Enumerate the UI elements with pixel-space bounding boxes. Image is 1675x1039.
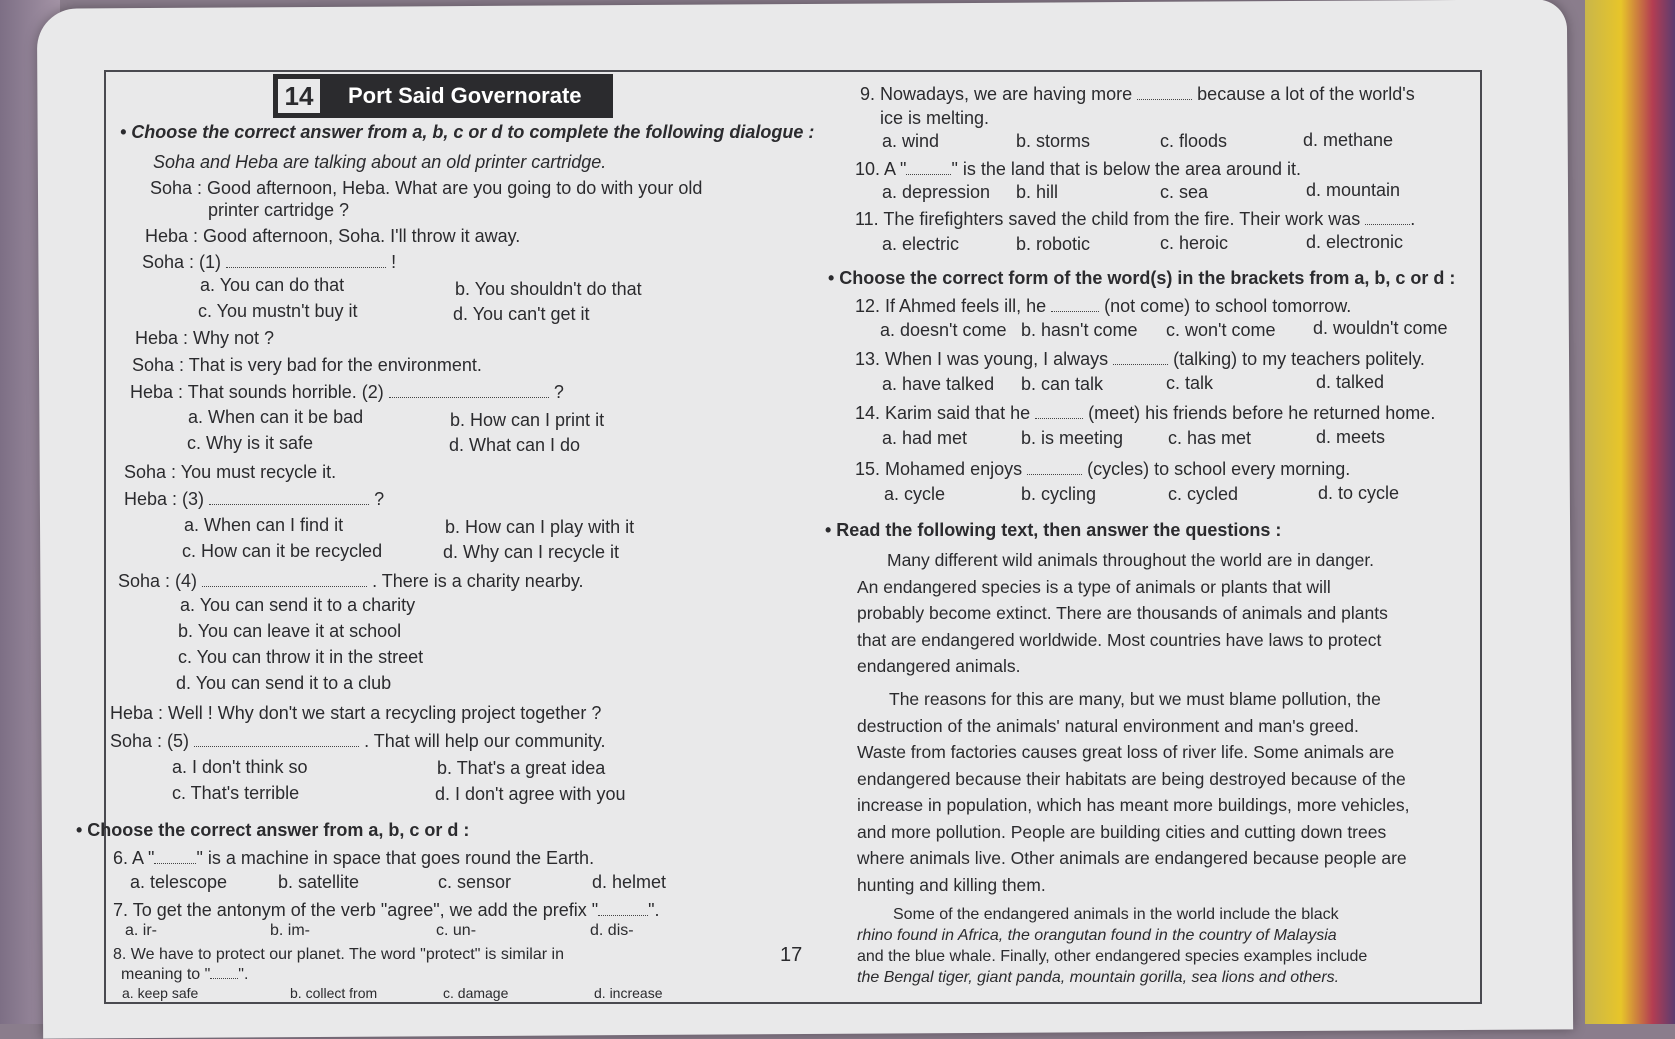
dialogue-heba-3-end: ?: [553, 382, 564, 402]
q9-option-a[interactable]: a. wind: [882, 131, 940, 151]
p2-line: The reasons for this are many, but we must blame pollution, the: [889, 689, 1381, 709]
q13-option-b[interactable]: b. can talk: [1021, 374, 1104, 394]
q11-option-d[interactable]: d. electronic: [1306, 232, 1404, 252]
p2-line: hunting and killing them.: [857, 874, 1046, 895]
q1-option-c[interactable]: c. You mustn't buy it: [198, 301, 358, 321]
dialogue-heba-1: Heba : Good afternoon, Soha. I'll throw it away.: [145, 226, 521, 246]
q9-text-a: 9. Nowadays, we are having more: [860, 84, 1133, 104]
q3-option-d[interactable]: d. Why can I recycle it: [443, 542, 620, 562]
dialogue-soha-3: Soha : That is very bad for the environment.: [132, 355, 482, 375]
q5-option-a[interactable]: a. I don't think so: [172, 757, 308, 777]
q12-option-c[interactable]: c. won't come: [1166, 320, 1276, 340]
question-9: [860, 82, 1415, 106]
question-12: [855, 294, 1351, 318]
q11-text-a: 11. The firefighters saved the child from the fire. Their work was: [855, 209, 1361, 229]
q13-option-c[interactable]: c. talk: [1166, 373, 1214, 393]
q10-text-a: 10. A ": [855, 159, 907, 179]
q7-option-a[interactable]: a. ir-: [125, 922, 157, 939]
dialogue-soha-2-text: Soha : (1): [142, 252, 222, 272]
q3-option-b[interactable]: b. How can I play with it: [445, 517, 635, 537]
dialogue-soha-2-end: !: [391, 252, 397, 272]
q12-blank[interactable]: [1051, 311, 1099, 312]
dialogue-heba-3-text: Heba : That sounds horrible. (2): [130, 382, 384, 402]
p1-line: An endangered species is a type of animals or plants that will: [857, 576, 1331, 597]
q9-text-b: because a lot of the world's: [1197, 84, 1415, 104]
q13-blank[interactable]: [1113, 364, 1168, 365]
q12-option-a[interactable]: a. doesn't come: [880, 320, 1007, 340]
q14-option-b[interactable]: b. is meeting: [1021, 428, 1124, 448]
q8-option-b[interactable]: b. collect from: [290, 985, 378, 1001]
answer-blank-2[interactable]: [389, 397, 549, 398]
q9-text-c: ice is melting.: [880, 108, 990, 128]
section2-instruction: • Choose the correct answer from a, b, c or d :: [76, 820, 470, 840]
q15-option-c[interactable]: c. cycled: [1168, 484, 1239, 504]
exam-title: Port Said Governorate: [348, 83, 582, 108]
q6-text-a: 6. A ": [113, 848, 155, 868]
p2-line: Waste from factories causes great loss of river life. Some animals are: [857, 742, 1395, 762]
q8-text-b: meaning to ": [121, 966, 211, 983]
q4-option-a[interactable]: a. You can send it to a charity: [180, 595, 416, 615]
q9-option-d[interactable]: d. methane: [1303, 130, 1394, 150]
question-14: [855, 401, 1435, 425]
q15-text-b: (cycles) to school every morning.: [1087, 459, 1351, 479]
q11-option-c[interactable]: c. heroic: [1160, 233, 1229, 253]
exam-number: 14: [278, 79, 320, 113]
question-10: [855, 157, 1301, 181]
q14-text-a: 14. Karim said that he: [855, 403, 1031, 423]
q14-option-d[interactable]: d. meets: [1316, 427, 1386, 447]
p1-line: that are endangered worldwide. Most countries have laws to protect: [857, 629, 1382, 650]
q8-option-d[interactable]: d. increase: [594, 985, 663, 1001]
q15-blank[interactable]: [1027, 474, 1082, 475]
q7-option-d[interactable]: d. dis-: [590, 922, 634, 939]
p2-line: where animals live. Other animals are endangered because people are: [857, 848, 1407, 868]
q10-option-a[interactable]: a. depression: [882, 182, 991, 202]
p1-line: endangered animals.: [857, 656, 1021, 676]
q2-option-d[interactable]: d. What can I do: [449, 435, 581, 455]
p2-line: endangered because their habitats are being destroyed because of the: [857, 768, 1406, 789]
q10-option-d[interactable]: d. mountain: [1306, 180, 1401, 200]
q13-text-a: 13. When I was young, I always: [855, 349, 1109, 369]
q6-option-d[interactable]: d. helmet: [592, 872, 667, 892]
q10-blank[interactable]: [906, 174, 951, 175]
dialogue-soha-5: [118, 569, 584, 593]
dialogue-soha-5-end: . There is a charity nearby.: [372, 571, 584, 591]
q7-option-c[interactable]: c. un-: [436, 922, 477, 939]
q8-blank[interactable]: [210, 978, 238, 979]
dialogue-soha-6: [110, 729, 606, 753]
q6-option-c[interactable]: c. sensor: [438, 872, 512, 892]
q15-option-d[interactable]: d. to cycle: [1318, 483, 1400, 503]
dialogue-soha-6-text: Soha : (5): [110, 731, 190, 751]
dialogue-soha-2: [142, 250, 396, 274]
q7-blank[interactable]: [598, 915, 648, 916]
dialogue-heba-2: Heba : Why not ?: [135, 328, 275, 348]
reading-paragraph-3: [857, 904, 1467, 988]
reading-paragraph-2: [857, 686, 1457, 898]
question-15: [855, 457, 1350, 481]
question-11: [855, 207, 1415, 231]
q15-option-a[interactable]: a. cycle: [884, 484, 946, 504]
dialogue-soha-6-end: . That will help our community.: [364, 731, 606, 751]
q3-option-c[interactable]: c. How can it be recycled: [182, 541, 383, 561]
dialogue-intro: Soha and Heba are talking about an old printer cartridge.: [153, 152, 607, 172]
q15-text-a: 15. Mohamed enjoys: [855, 459, 1023, 479]
q9-blank[interactable]: [1137, 99, 1192, 100]
q14-blank[interactable]: [1035, 418, 1083, 419]
q12-text-b: (not come) to school tomorrow.: [1104, 296, 1352, 316]
q1-option-a[interactable]: a. You can do that: [200, 275, 345, 295]
q6-blank[interactable]: [154, 863, 196, 864]
question-13: [855, 347, 1425, 371]
q6-option-a[interactable]: a. telescope: [130, 872, 228, 892]
q5-option-d[interactable]: d. I don't agree with you: [435, 784, 626, 804]
q2-option-a[interactable]: a. When can it be bad: [188, 407, 364, 427]
q5-option-c[interactable]: c. That's terrible: [172, 783, 300, 803]
page-number: 17: [780, 944, 803, 966]
q13-option-d[interactable]: d. talked: [1316, 372, 1385, 392]
q10-option-c[interactable]: c. sea: [1160, 182, 1209, 202]
q2-option-c[interactable]: c. Why is it safe: [187, 433, 314, 453]
dialogue-soha-1a: Soha : Good afternoon, Heba. What are you going to do with your old: [150, 178, 703, 198]
dialogue-heba-5: Heba : Well ! Why don't we start a recycling project together ?: [110, 703, 602, 723]
q8-option-a[interactable]: a. keep safe: [122, 985, 199, 1001]
q13-option-a[interactable]: a. have talked: [882, 374, 995, 394]
q1-option-b[interactable]: b. You shouldn't do that: [455, 279, 642, 299]
q11-option-b[interactable]: b. robotic: [1016, 234, 1091, 254]
q10-option-b[interactable]: b. hill: [1016, 182, 1059, 202]
q8-text-a: 8. We have to protect our planet. The word "protect" is similar in: [113, 946, 564, 963]
dialogue-soha-1b: printer cartridge ?: [208, 200, 350, 220]
dialogue-heba-4-text: Heba : (3): [124, 489, 205, 509]
q7-text-b: ".: [648, 900, 660, 920]
q7-option-b[interactable]: b. im-: [270, 922, 310, 939]
q11-text-b: .: [1410, 209, 1416, 229]
q3-option-a[interactable]: a. When can I find it: [184, 515, 344, 535]
q8-text-c: ".: [238, 966, 249, 983]
q6-option-b[interactable]: b. satellite: [278, 872, 360, 892]
p3-line: the Bengal tiger, giant panda, mountain gorilla, sea lions and others.: [857, 969, 1340, 986]
q4-option-c[interactable]: c. You can throw it in the street: [178, 647, 424, 667]
answer-blank-5[interactable]: [194, 746, 359, 747]
p2-line: destruction of the animals' natural environment and man's greed.: [857, 715, 1359, 736]
section1-instruction: • Choose the correct answer from a, b, c or d to complete the following dialogue :: [120, 122, 815, 142]
answer-blank-4[interactable]: [202, 586, 367, 587]
q12-text-a: 12. If Ahmed feels ill, he: [855, 296, 1047, 316]
q14-text-b: (meet) his friends before he returned home.: [1088, 403, 1436, 423]
q9-option-c[interactable]: c. floods: [1160, 131, 1228, 151]
q10-text-b: " is the land that is below the area around it.: [951, 159, 1302, 179]
q14-option-a[interactable]: a. had met: [882, 428, 968, 448]
p3-line: rhino found in Africa, the orangutan found in the country of Malaysia: [857, 927, 1337, 944]
q2-option-b[interactable]: b. How can I print it: [450, 410, 605, 430]
q6-text-b: " is a machine in space that goes round the Earth.: [196, 848, 595, 868]
dialogue-heba-3: [130, 380, 564, 404]
p3-line: Some of the endangered animals in the world include the black: [893, 906, 1339, 923]
q4-option-b[interactable]: b. You can leave it at school: [178, 621, 402, 641]
q7-text-a: 7. To get the antonym of the verb "agree", we add the prefix ": [113, 900, 599, 920]
p1-line: probably become extinct. There are thousands of animals and plants: [857, 603, 1388, 623]
q13-text-b: (talking) to my teachers politely.: [1173, 349, 1425, 369]
q8-option-c[interactable]: c. damage: [443, 985, 509, 1001]
p2-line: increase in population, which has meant more buildings, more vehicles,: [857, 795, 1410, 815]
q12-option-d[interactable]: d. wouldn't come: [1313, 318, 1448, 338]
dialogue-heba-4-end: ?: [374, 489, 385, 509]
question-7: [113, 898, 660, 922]
q15-option-b[interactable]: b. cycling: [1021, 484, 1097, 504]
dialogue-heba-4: [124, 487, 384, 511]
exam-header: [273, 74, 613, 118]
q12-option-b[interactable]: b. hasn't come: [1021, 320, 1138, 340]
q11-option-a[interactable]: a. electric: [882, 234, 960, 254]
question-6: [113, 846, 594, 870]
p1-line: Many different wild animals throughout the world are in danger.: [887, 550, 1375, 570]
background-fabric: [1585, 0, 1675, 1024]
answer-blank-3[interactable]: [209, 504, 369, 505]
p2-line: and more pollution. People are building cities and cutting down trees: [857, 821, 1387, 842]
q9-option-b[interactable]: b. storms: [1016, 131, 1091, 151]
q14-option-c[interactable]: c. has met: [1168, 428, 1252, 448]
question-8: [113, 945, 564, 985]
reading-paragraph-1: [857, 547, 1447, 680]
q1-option-d[interactable]: d. You can't get it: [453, 304, 590, 324]
section4-instruction: • Read the following text, then answer the questions :: [825, 520, 1282, 540]
q4-option-d[interactable]: d. You can send it to a club: [176, 673, 392, 693]
q11-blank[interactable]: [1365, 224, 1410, 225]
answer-blank-1[interactable]: [226, 267, 386, 268]
p3-line: and the blue whale. Finally, other endangered species examples include: [857, 948, 1368, 965]
dialogue-soha-4: Soha : You must recycle it.: [124, 462, 337, 482]
q5-option-b[interactable]: b. That's a great idea: [437, 758, 606, 778]
dialogue-soha-5-text: Soha : (4): [118, 571, 198, 591]
section3-instruction: • Choose the correct form of the word(s) in the brackets from a, b, c or d :: [828, 268, 1456, 288]
